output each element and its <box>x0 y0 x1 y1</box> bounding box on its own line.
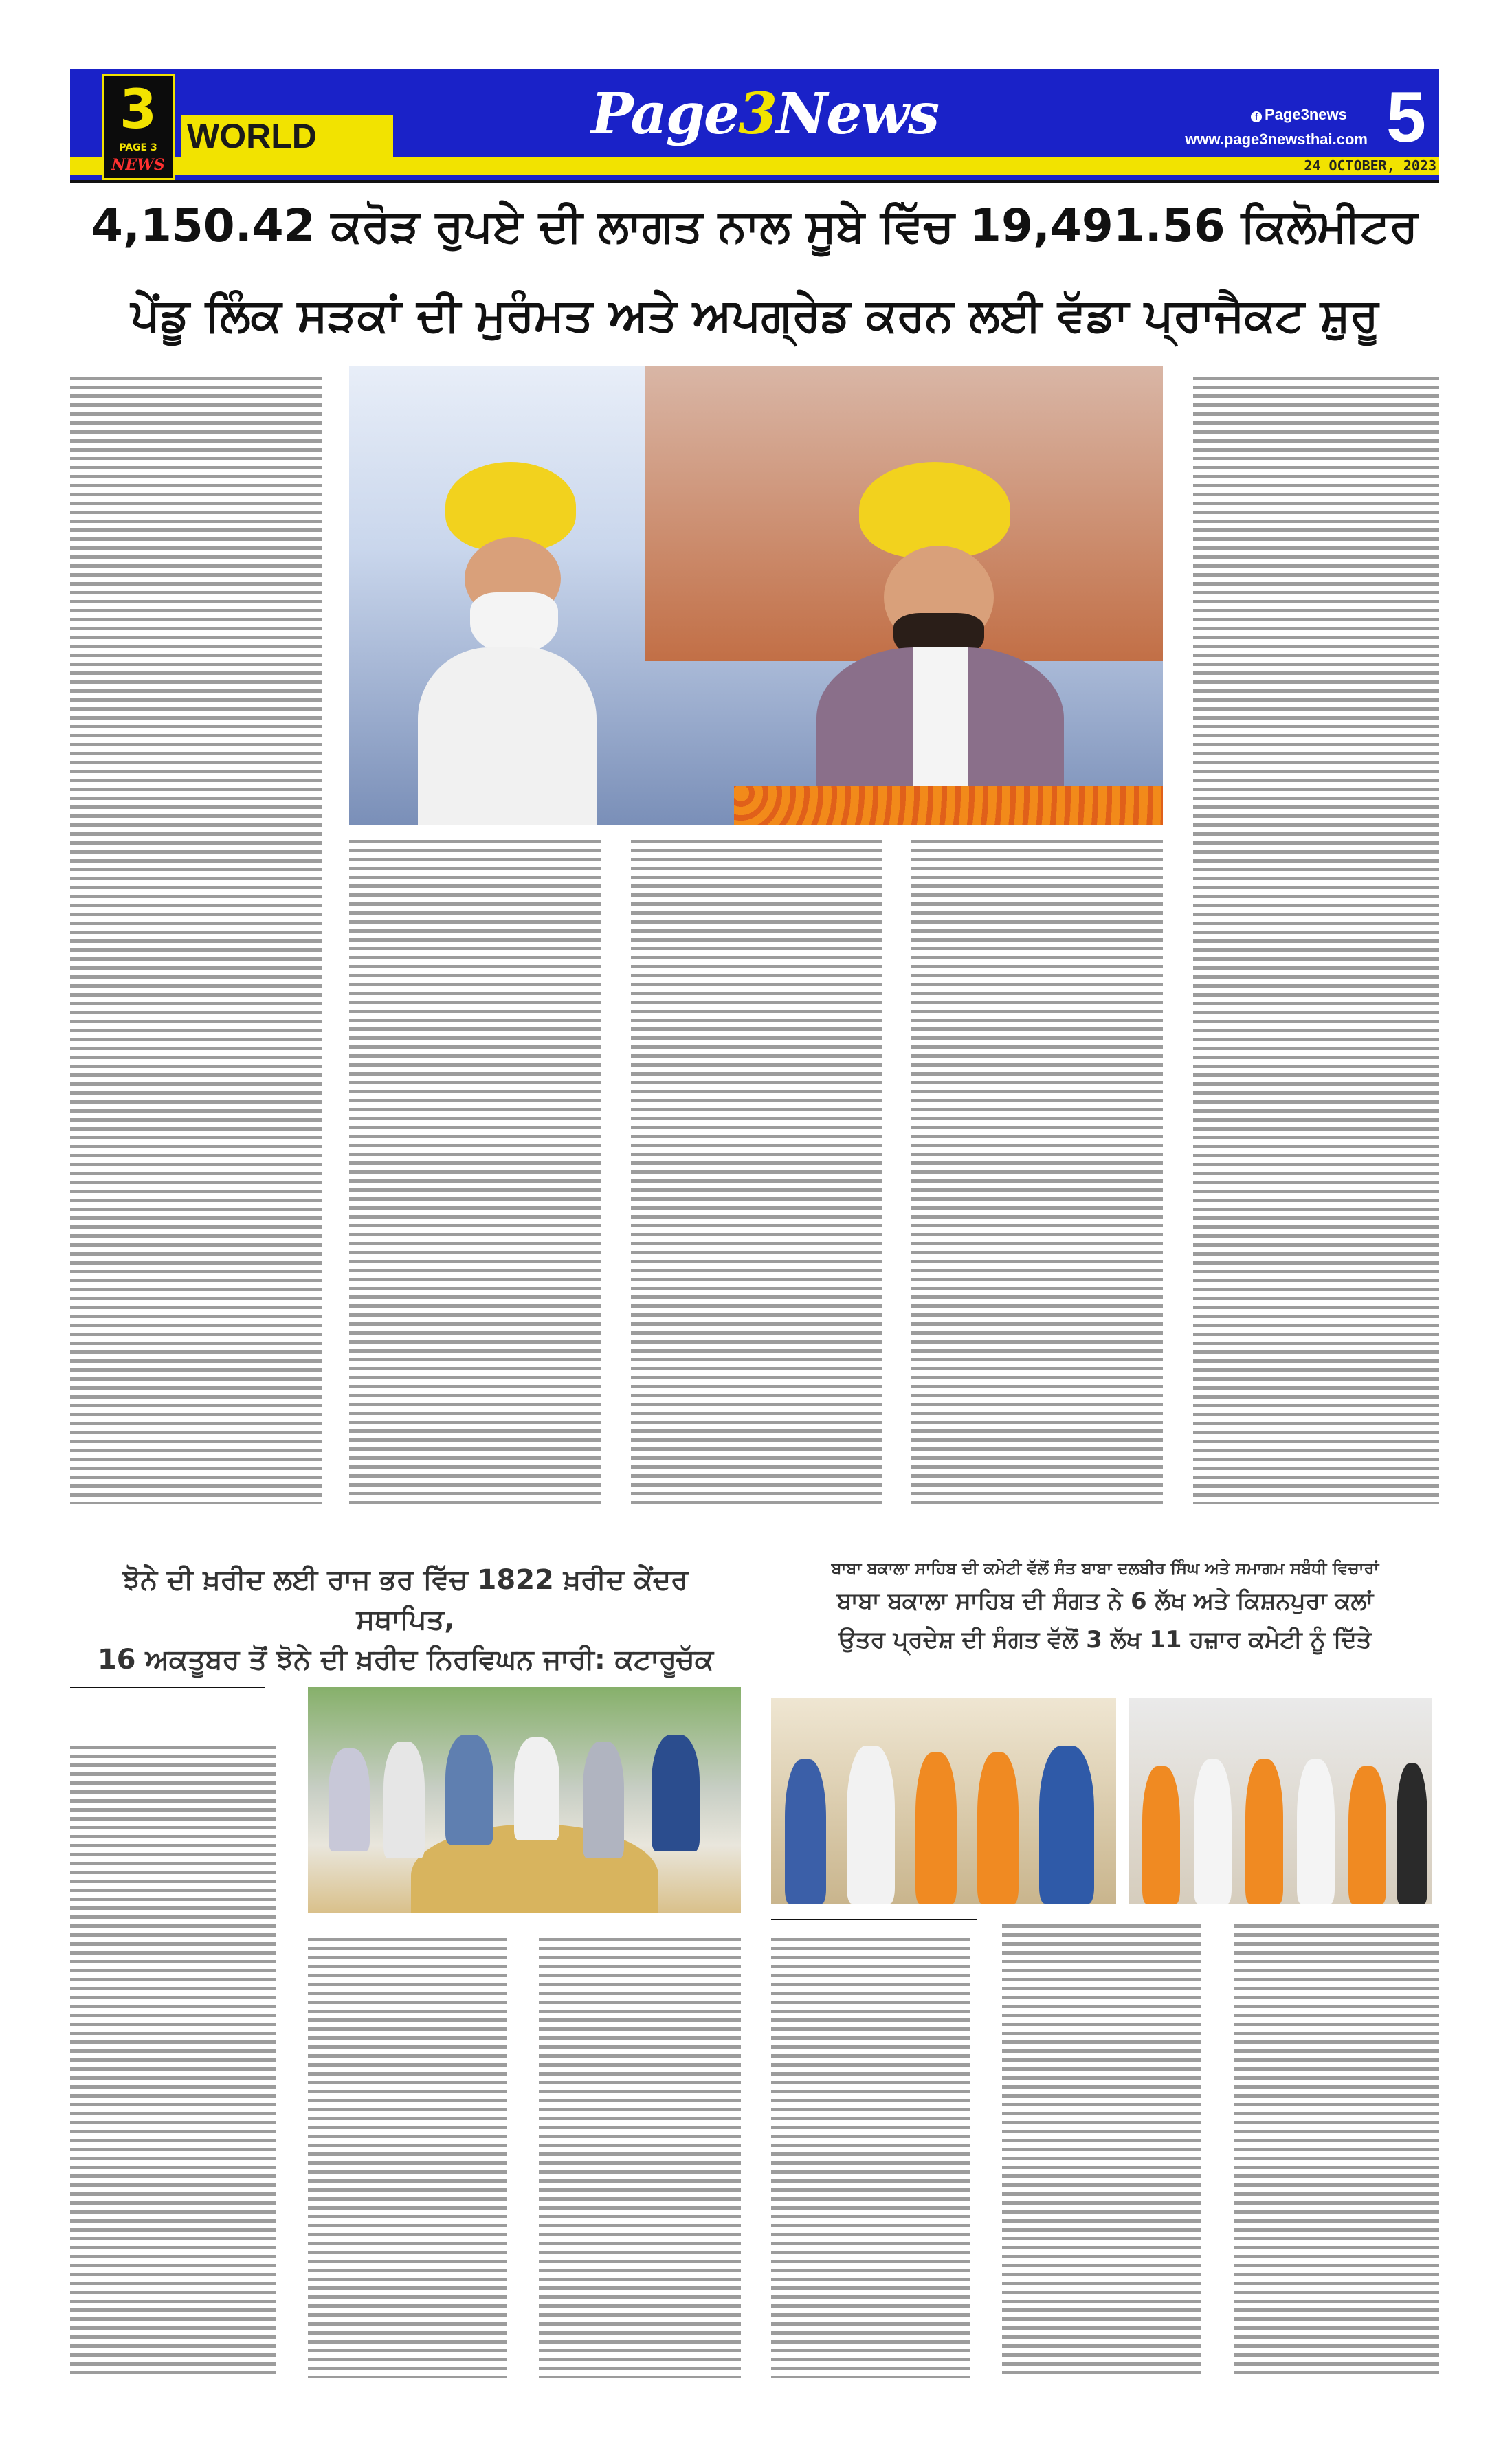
podium-flowers <box>734 786 1163 825</box>
story2-headline <box>70 1560 741 1680</box>
page3-logo[interactable] <box>102 74 175 180</box>
lead-col-3 <box>631 840 882 1504</box>
page-number: 5 <box>1386 78 1426 157</box>
lead-col-4 <box>911 840 1163 1504</box>
story3-headline <box>771 1555 1439 1659</box>
website-link[interactable]: www.page3newsthai.com <box>1185 131 1368 148</box>
logo-number: 3 <box>119 79 157 141</box>
logo-news: NEWS <box>111 156 165 174</box>
masthead-rule <box>70 180 1439 183</box>
story3-photo-right <box>1129 1698 1432 1904</box>
social-handle[interactable] <box>1251 106 1368 124</box>
brand-left: Page <box>591 81 739 147</box>
story2-headline-line2: 16 ਅਕਤੂਬਰ ਤੋਂ ਝੋਨੇ ਦੀ ਖ਼ਰੀਦ ਨਿਰਵਿਘਨ ਜਾਰੀ: ਕਟਾਰੂਚੱਕ <box>97 1644 714 1676</box>
facebook-icon: f <box>1251 111 1262 122</box>
story3-col-1 <box>771 1938 970 2378</box>
lead-col-2 <box>349 840 601 1504</box>
brand-right: News <box>776 81 939 147</box>
story2-col-3 <box>539 1938 741 2378</box>
story3-headline-line1: ਬਾਬਾ ਬਕਾਲਾ ਸਾਹਿਬ ਦੀ ਕਮੇਟੀ ਵੱਲੋਂ ਸੰਤ ਬਾਬਾ ਦਲਬੀਰ ਸਿੰਘ ਅਤੇ ਸਮਾਗਮ ਸਬੰਧੀ ਵਿਚਾਰਾਂ <box>831 1559 1379 1578</box>
story2-photo <box>308 1687 741 1913</box>
story2-col-2 <box>308 1938 507 2378</box>
story3-headline-line3: ਉਤਰ ਪ੍ਰਦੇਸ਼ ਦੀ ਸੰਗਤ ਵੱਲੋਂ 3 ਲੱਖ 11 ਹਜ਼ਾਰ ਕਮੇਟੀ ਨੂੰ ਦਿੱਤੇ <box>838 1626 1372 1654</box>
story2-col-1 <box>70 1746 276 2378</box>
section-label: WORLD <box>181 115 393 157</box>
lead-col-1 <box>70 377 322 1504</box>
lead-headline-line2: ਪੇਂਡੂ ਲਿੰਕ ਸੜਕਾਂ ਦੀ ਮੁਰੰਮਤ ਅਤੇ ਅਪਗ੍ਰੇਡ ਕਰਨ ਲਈ ਵੱਡਾ ਪ੍ਰਾਜੈਕਟ ਸ਼ੁਰੂ <box>131 289 1379 342</box>
story3-byline-rule <box>771 1919 977 1920</box>
story3-photo-left <box>771 1698 1116 1904</box>
story3-col-2 <box>1002 1924 1201 2378</box>
lead-photo <box>349 366 1163 825</box>
lead-col-5 <box>1193 377 1439 1504</box>
social-handle-text: Page3news <box>1265 106 1347 123</box>
brand-three: 3 <box>738 81 777 147</box>
story2-headline-line1: ਝੋਨੇ ਦੀ ਖ਼ਰੀਦ ਲਈ ਰਾਜ ਭਰ ਵਿੱਚ 1822 ਖ਼ਰੀਦ ਕੇਂਦਰ ਸਥਾਪਿਤ, <box>122 1564 689 1636</box>
story2-byline-rule <box>70 1687 265 1688</box>
issue-date: 24 OCTOBER, 2023 <box>1304 157 1436 174</box>
lead-headline-line1: 4,150.42 ਕਰੋੜ ਰੁਪਏ ਦੀ ਲਾਗਤ ਨਾਲ ਸੂਬੇ ਵਿੱਚ 19,491.56 ਕਿਲੋਮੀਟਰ <box>91 199 1419 252</box>
brand-title[interactable] <box>591 81 939 147</box>
story3-headline-line2: ਬਾਬਾ ਬਕਾਲਾ ਸਾਹਿਬ ਦੀ ਸੰਗਤ ਨੇ 6 ਲੱਖ ਅਤੇ ਕਿਸ਼ਨਪੁਰਾ ਕਲਾਂ <box>836 1588 1374 1615</box>
story3-col-3 <box>1234 1924 1439 2378</box>
logo-sub: PAGE 3 <box>119 142 157 153</box>
